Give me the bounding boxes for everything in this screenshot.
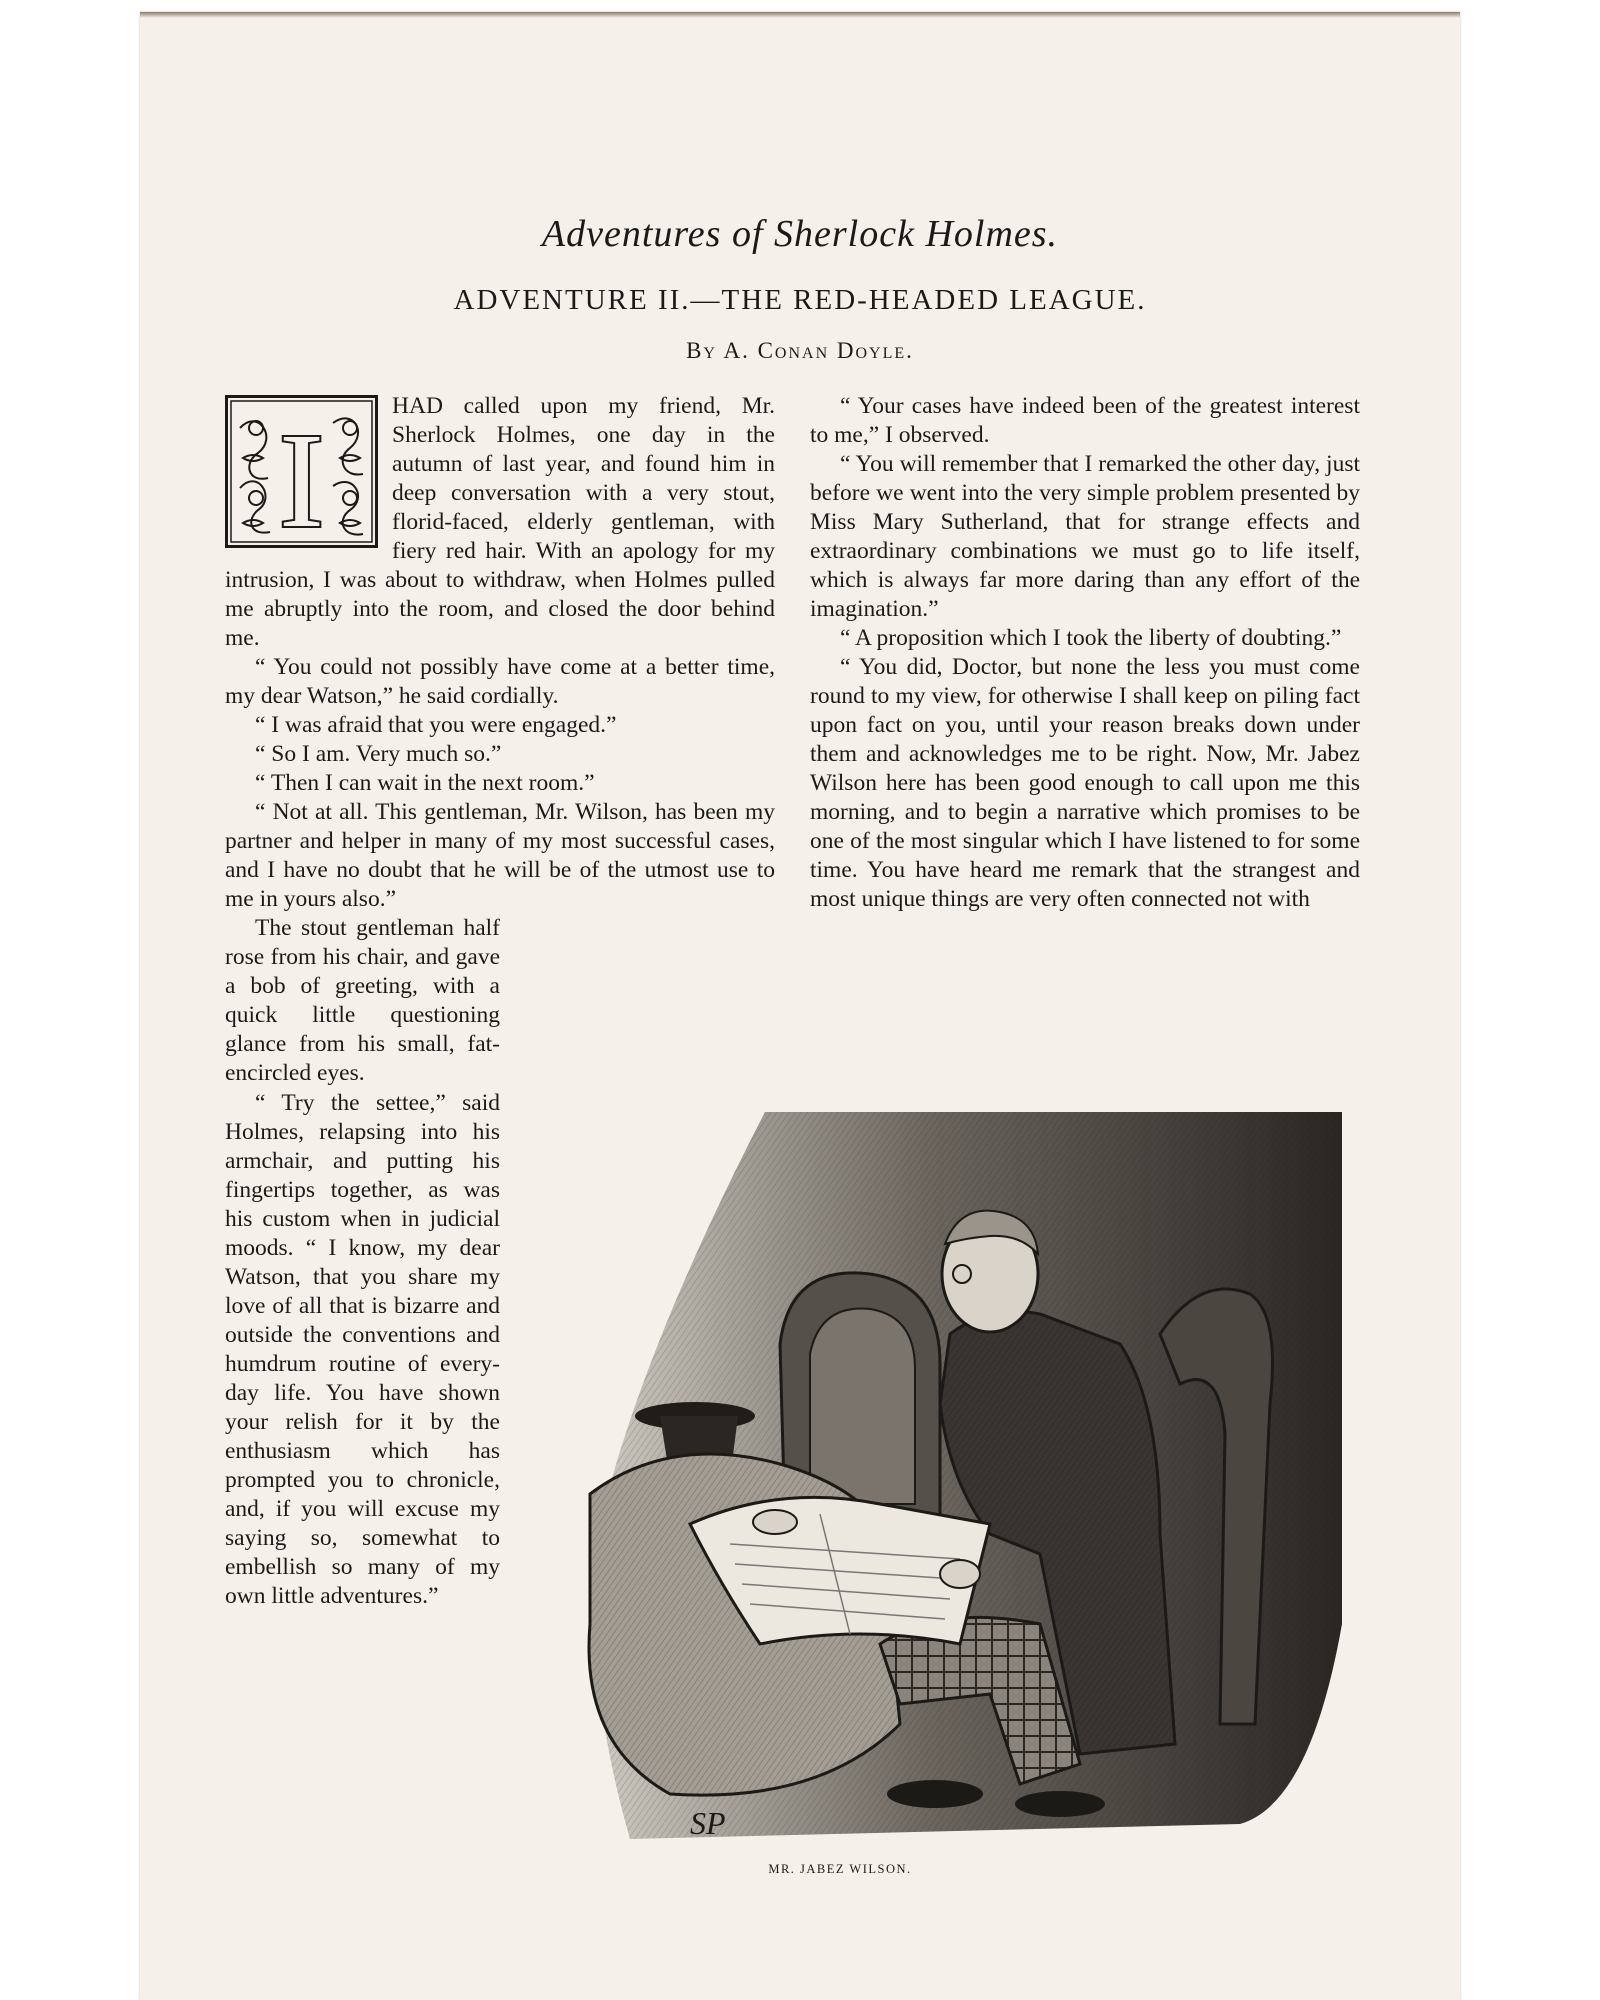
series-title: Adventures of Sherlock Holmes. bbox=[541, 213, 1059, 255]
engraving-illustration bbox=[520, 1104, 1380, 1846]
left-column bbox=[225, 392, 775, 1088]
paragraph: “ A proposition which I took the liberty of doubting.” bbox=[840, 625, 1342, 651]
paragraph: “ So I am. Very much so.” bbox=[255, 741, 502, 767]
paragraph: “ Try the settee,” said Holmes, relapsing into his armchair, and putting his fingertips together, as was his custom when in judicial moods. “ I know, my dear Watson, that you share my love of all that is bizarre and outside the conventions and humdrum routine of every-day life. You have shown your relish for it by the enthusiasm which has prompted you to chronicle, and, if you will excuse my saying so, somewhat to embellish so many of my own little adventures.” bbox=[225, 1090, 500, 1609]
paragraph: “ You could not possibly have come at a better time, my dear Watson,” he said cordially. bbox=[225, 654, 775, 709]
magazine-page bbox=[140, 12, 1460, 2000]
adventure-title: ADVENTURE II.—THE RED-HEADED LEAGUE. bbox=[453, 284, 1147, 316]
paragraph: HAD called upon my friend, Mr. Sherlock Holmes, one day in the autumn of last year, and found him in deep conversation with a very stout, florid-faced, elderly gentleman, with fiery red hair. With an apology for my intrusion, I was about to withdraw, when Holmes pulled me abruptly into the room, and closed the door behind me. bbox=[225, 393, 775, 651]
right-column bbox=[810, 392, 1360, 914]
paragraph: “ Not at all. This gentleman, Mr. Wilson, has been my partner and helper in many of my most successful cases, and I have no doubt that he will be of the utmost use to me in yours also.” bbox=[225, 799, 775, 912]
paragraph: “ I was afraid that you were engaged.” bbox=[255, 712, 617, 738]
paragraph: “ You did, Doctor, but none the less you must come round to my view, for otherwise I shall keep on piling fact upon fact on you, until your reason breaks down under them and acknowledges me to be right. Now, Mr. Jabez Wilson here has been good enough to call upon me this morning, and to begin a narrative which promises to be one of the most singular which I have listened to for some time. You have heard me remark that the strangest and most unique things are very often connected not with bbox=[810, 654, 1360, 912]
ornamental-initial-i-icon bbox=[225, 395, 378, 548]
dropcap-letter: I bbox=[278, 406, 325, 545]
paragraph: “ You will remember that I remarked the other day, just before we went into the very simple problem presented by Miss Mary Sutherland, that for strange effects and extraordinary combinations we must go to life itself, which is always far more daring than any effort of the imagination.” bbox=[810, 451, 1360, 622]
paragraph: “ Then I can wait in the next room.” bbox=[255, 770, 595, 796]
illustration-caption: MR. JABEZ WILSON. bbox=[768, 1862, 912, 1876]
narrow-column bbox=[225, 1089, 500, 1611]
paragraph: The stout gentleman half rose from his chair, and gave a bob of greeting, with a quick little questioning glance from his small, fat-encircled eyes. bbox=[225, 915, 500, 1086]
paragraph: “ Your cases have indeed been of the greatest interest to me,” I observed. bbox=[810, 393, 1360, 448]
artist-signature: SP bbox=[690, 1805, 726, 1841]
byline: By A. Conan Doyle. bbox=[686, 338, 914, 363]
